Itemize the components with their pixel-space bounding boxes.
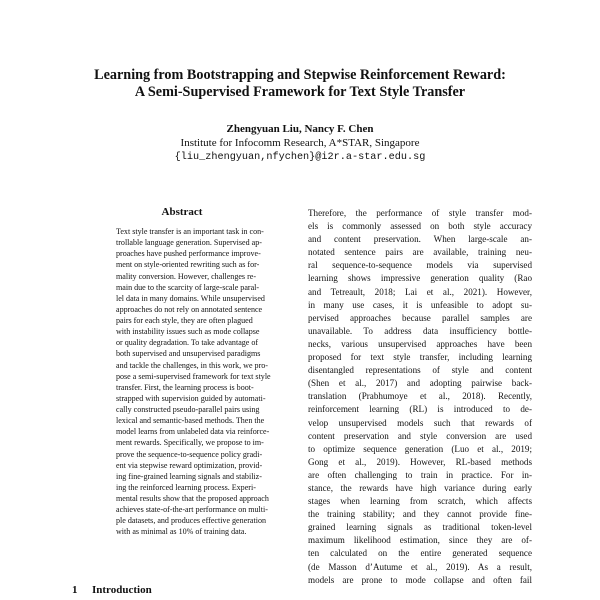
paper-title-line-2: A Semi-Supervised Framework for Text Style Transfer (134, 84, 466, 100)
abstract-line: strapped with supervision guided by automati- (116, 393, 266, 403)
paper-title (40, 67, 560, 101)
abstract-body (116, 226, 271, 538)
body-text-line: translation (Prabhumoye et al., 2018). Recently, (308, 391, 532, 402)
abstract-line: ing fine-grained learning signals and stabiliz- (116, 471, 262, 481)
body-text-line: and content preservation. When large-scale an- (308, 234, 532, 245)
body-text-line: els is commonly assessed on both style accuracy (308, 221, 532, 232)
section-number: 1 (72, 584, 78, 596)
right-column-body (308, 207, 532, 587)
body-text-line: content preservation and style conversion are used (308, 430, 532, 441)
body-text-line: unavailable. To address data insufficiency bottle- (308, 325, 532, 336)
abstract-line: transfer. First, the learning process is boot- (116, 382, 254, 392)
body-text-line: (de Masson d’Autume et al., 2019). As a result, (308, 561, 532, 572)
abstract-line: ment on style-oriented rewriting such as for- (116, 260, 260, 270)
body-text-line: the training stability; and they cannot provide fine- (308, 509, 532, 520)
abstract-line: with instability issues such as mode collapse (116, 327, 260, 337)
body-text-line: are often challenging to train in practice. For in- (308, 469, 532, 480)
abstract-line: with as minimal as 10% of training data. (116, 527, 247, 537)
body-text-line: velop unsupervised models such that rewards of (308, 417, 532, 428)
abstract-line: pose a semi-supervised framework for text style (116, 371, 271, 381)
body-text-line: proposed for text style transfer, including learning (308, 352, 532, 363)
author-affiliation: Institute for Infocomm Research, A*STAR, Singapore (180, 137, 420, 149)
author-email: {liu_zhengyuan,nfychen}@i2r.a-star.edu.sg (174, 152, 426, 163)
abstract-line: proaches have pushed performance improve- (116, 249, 261, 259)
body-text-line: reinforcement learning (RL) is introduced to de- (308, 404, 532, 415)
body-text-line: (Shen et al., 2017) and adopting pairwise back- (308, 378, 532, 389)
body-text-line: grained learning signals as traditional token-level (308, 522, 532, 533)
paper-title-line-1: Learning from Bootstrapping and Stepwise Reinforcement Reward: (94, 67, 506, 83)
section-title: Introduction (92, 584, 152, 596)
body-text-line: Therefore, the performance of style transfer mod- (308, 208, 532, 218)
body-text-line: stages when learning from scratch, which affects (308, 496, 532, 507)
body-text-line: disentangled representations of style and content (308, 365, 532, 376)
body-text-line: ral sequence-to-sequence models via supervised (308, 260, 532, 271)
section-heading-introduction (72, 583, 152, 597)
abstract-line: main due to the scarcity of large-scale paral- (116, 282, 260, 292)
abstract-line: cally constructed pseudo-parallel pairs using (116, 405, 260, 414)
abstract-line: pairs for each style, they are often plagued (116, 316, 253, 325)
abstract-line: Text style transfer is an important task in con- (116, 227, 264, 236)
abstract-line: or quality degradation. To take advantage of (116, 338, 259, 348)
abstract-line: ment rewards. Specifically, we propose to im- (116, 438, 264, 448)
abstract-line: lexical and semantic-based methods. Then the (116, 416, 265, 426)
abstract-line: prove the sequence-to-sequence policy gradi- (116, 449, 263, 459)
body-text-line: pervised approaches because parallel samples are (308, 312, 532, 323)
body-text-line: Gong et al., 2019). However, RL-based methods (308, 456, 532, 467)
body-text-line: models are prone to mode collapse and often fail (308, 574, 532, 585)
abstract-line: model learns from unlabeled data via reinforce- (116, 427, 270, 437)
abstract-line: ing the reinforced learning process. Experi- (116, 482, 256, 492)
abstract-line: mality conversion. However, challenges re- (116, 271, 256, 281)
abstract-line: achieves state-of-the-art performance on multi- (116, 505, 268, 515)
body-text-line: in many use cases, it is unfeasible to adopt su- (308, 299, 532, 310)
body-text-line: ten calculated on the entire generated sequence (308, 548, 532, 559)
body-text-line: maximum likelihood estimation, since they are of- (308, 535, 532, 546)
abstract-line: both supervised and unsupervised paradigms (116, 349, 261, 359)
body-text-line: learning shows impressive generation quality (Rao (308, 273, 532, 284)
abstract-line: mental results show that the proposed approach (116, 494, 269, 503)
body-text-line: stance, the rewards have high variance during early (308, 482, 532, 493)
abstract-heading: Abstract (161, 206, 203, 218)
author-names: Zhengyuan Liu, Nancy F. Chen (226, 123, 374, 135)
abstract-line: approaches do not rely on annotated sentence (116, 304, 263, 314)
abstract-line: ent via stepwise reward optimization, provid- (116, 460, 263, 470)
abstract-line: and tackle the challenges, in this work, we pro- (116, 360, 268, 370)
body-text-line: and Tetreault, 2018; Lai et al., 2021). However, (308, 286, 532, 297)
abstract-line: ple datasets, and produces effective generation (116, 516, 266, 526)
body-text-line: to optimize sequence generation (Luo et al., 2019; (308, 443, 532, 454)
body-text-line: notated sentence pairs are available, training neu- (308, 247, 532, 258)
body-text-line: necks, various unsupervised approaches have been (308, 338, 532, 349)
abstract-line: lel data in many domains. While unsupervised (116, 293, 265, 303)
abstract-line: trollable language generation. Supervised ap- (116, 238, 262, 248)
